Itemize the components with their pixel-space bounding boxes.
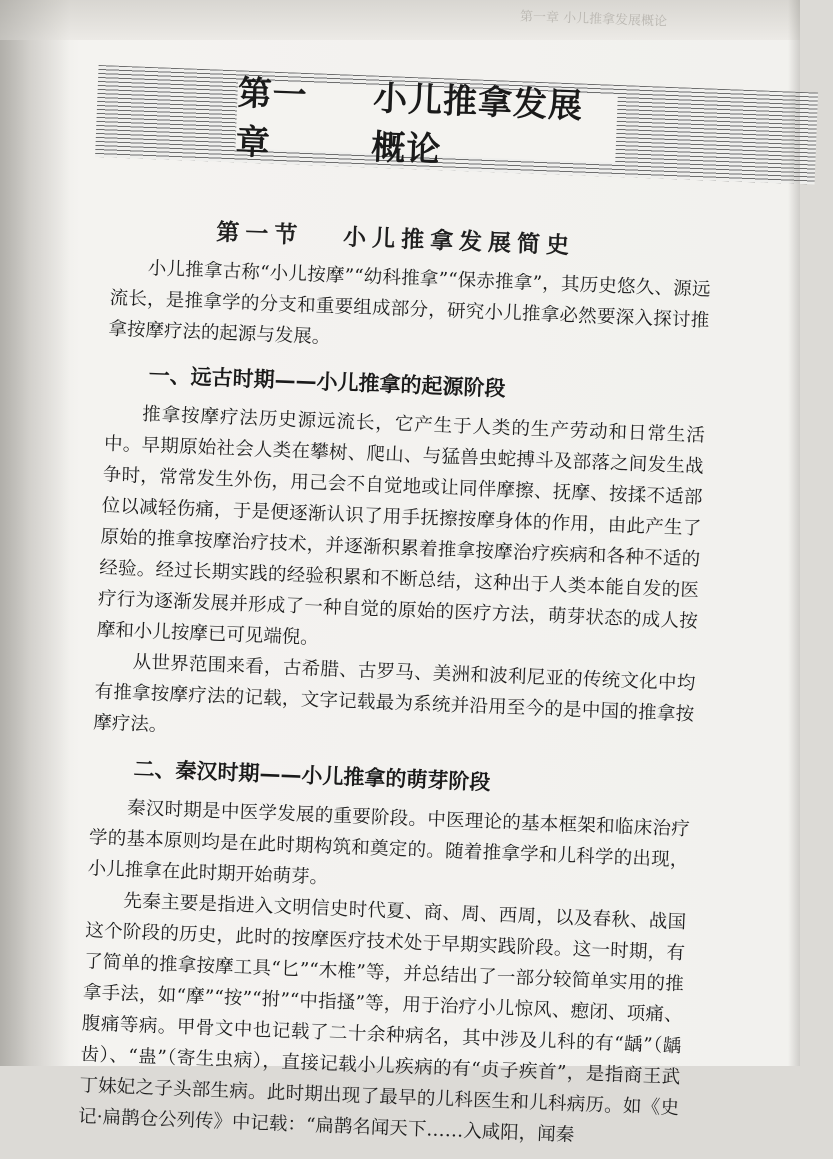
chapter-banner <box>95 65 818 185</box>
body-text <box>78 252 711 1155</box>
section-title: 小儿推拿发展简史 <box>342 224 576 260</box>
section-heading <box>216 214 667 264</box>
page-edge-shadow <box>788 0 800 1066</box>
paragraph-qin-han-2: 先秦主要是指进入文明信史时代夏、商、周、西周，以及春秋、战国这个阶段的历史，此时的按摩医疗技术处于早期实践阶段。这一时期，有了简单的推拿按摩工具“匕”“木椎”等，并总结出了一部分较简单实用的推拿手法，如“摩”“按”“拊”“中指搔”等，用于治疗小儿惊风、瘛闭、项痛、腹痛等病。甲骨文中也记载了二十余种病名，其中涉及儿科的有“龋”（龋齿）、“蛊”（寄生虫病），直接记载小儿疾病的有“贞子疾首”，是指商王武丁妹妃之子头部生病。此时期出现了最早的儿科医生和儿科病历。如《史记·扁鹊仓公列传》中记载：“扁鹊名闻天下……入咸阳，闻秦 <box>77 890 687 1147</box>
chapter-number: 第一章 <box>234 73 309 164</box>
chapter-title: 小儿推拿发展概论 <box>370 78 584 171</box>
running-head: 第一章 小儿推拿发展概论 <box>519 9 668 30</box>
subheading-ancient: 一、远古时期——小儿推拿的起源阶段 <box>148 363 506 401</box>
chapter-heading <box>234 73 618 171</box>
section-number: 第一节 <box>215 219 304 249</box>
paragraph-qin-han-1: 秦汉时期是中医学发展的重要阶段。中医理论的基本框架和临床治疗学的基本原则均是在此时期构筑和奠定的。随着推拿学和儿科学的出现，小儿推拿在此时期开始萌芽。 <box>87 797 691 889</box>
subheading-qin-han: 二、秦汉时期——小儿推拿的萌芽阶段 <box>133 756 491 795</box>
intro-paragraph: 小儿推拿古称“小儿按摩”“幼科推拿”“保赤推拿”，其历史悠久、源远流长，是推拿学的分支和重要组成部分，研究小儿推拿必然要深入探讨推拿按摩疗法的起源与发展。 <box>108 258 711 349</box>
book-page <box>33 28 833 1147</box>
paragraph-ancient-1: 推拿按摩疗法历史源远流长，它产生于人类的生产劳动和日常生活中。早期原始社会人类在攀树、爬山、与猛兽虫蛇搏斗及部落之间发生战争时，常常发生外伤，用己会不自觉地或让同伴摩擦、抚摩、按揉不适部位以减轻伤痛，于是便逐渐认识了用手抚擦按摩身体的作用，由此产生了原始的推拿按摩治疗技术，并逐渐积累着推拿按摩治疗疾病和各种不适的经验。经过长期实践的经验积累和不断总结，这种出于人类本能自发的医疗行为逐渐发展并形成了一种自觉的原始的医疗方法，萌芽状态的成人按摩和小儿按摩已可见端倪。 <box>96 403 706 649</box>
paragraph-ancient-2: 从世界范围来看，古希腊、古罗马、美洲和波利尼亚的传统文化中均有推拿按摩疗法的记载，文字记载最为系统并沿用至今的是中国的推拿按摩疗法。 <box>92 651 696 737</box>
